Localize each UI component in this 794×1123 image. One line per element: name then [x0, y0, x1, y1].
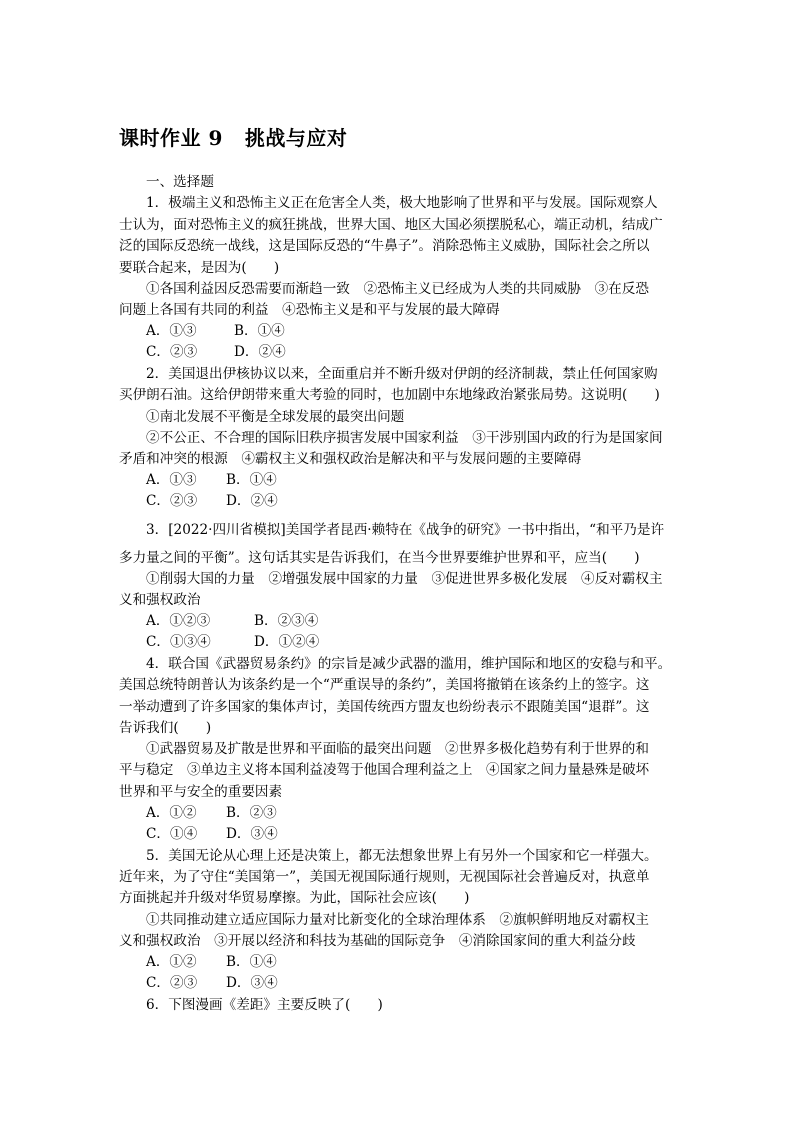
option-d: D．②④	[226, 493, 278, 509]
question-text: 6．下图漫画《差距》主要反映了( )	[146, 997, 383, 1013]
option-a: A．①③	[146, 323, 197, 339]
question-text: 1．极端主义和恐怖主义正在危害全人类，极大地影响了世界和平与发展。国际观察人	[146, 195, 658, 211]
statement-line: 问题上各国有共同的利益 ④恐怖主义是和平与发展的最大障碍	[119, 302, 500, 318]
question-text: 告诉我们( )	[119, 720, 212, 736]
option-a: A．①③	[146, 472, 197, 488]
question-text: 5．美国无论从心理上还是决策上，都无法想象世界上有另外一个国家和它一样强大。	[146, 848, 658, 864]
question-text: 士认为，面对恐怖主义的疯狂挑战，世界大国、地区大国必须摆脱私心，端正动机，结成广	[119, 217, 663, 233]
statement-line: ①武器贸易及扩散是世界和平面临的最突出问题 ②世界多极化趋势有利于世界的和	[146, 741, 649, 757]
question-text: 3．[2022·四川省模拟]美国学者昆西·赖特在《战争的研究》一书中指出，“和平乃是许	[146, 522, 665, 538]
question-text: 4．联合国《武器贸易条约》的宗旨是减少武器的滥用，维护国际和地区的安稳与和平。	[146, 656, 672, 672]
question-text: 近年来，为了守住“美国第一”，美国无视国际通行规则，无视国际社会普遍反对，执意单	[119, 869, 650, 885]
option-c: C．②③	[146, 344, 198, 360]
option-b: B．②③	[226, 805, 277, 821]
statement-line: ①各国利益因反恐需要而渐趋一致 ②恐怖主义已经成为人类的共同威胁 ③在反恐	[146, 281, 649, 297]
question-text: 2．美国退出伊核协议以来，全面重启并不断升级对伊朗的经济制裁，禁止任何国家购	[146, 366, 658, 382]
question-text: 买伊朗石油。这给伊朗带来重大考验的同时，也加剧中东地缘政治紧张局势。这说明( )	[119, 387, 660, 403]
question-text: 美国总统特朗普认为该条约是一个“严重误导的条约”，美国将撤销在该条约上的签字。这	[119, 677, 650, 693]
statement-line: 平与稳定 ③单边主义将本国利益凌驾于他国合理利益之上 ④国家之间力量悬殊是破坏	[119, 762, 650, 778]
option-d: D．③④	[226, 975, 278, 991]
option-c: C．①③④	[146, 634, 211, 650]
statement-line: ②不公正、不合理的国际旧秩序损害发展中国家利益 ③干涉别国内政的行为是国家间	[146, 430, 663, 446]
statement-line: ①共同推动建立适应国际力量对比新变化的全球治理体系 ②旗帜鲜明地反对霸权主	[146, 912, 649, 928]
statement-line: 义和强权政治	[119, 592, 201, 608]
statement-line: 义和强权政治 ③开展以经济和科技为基础的国际竞争 ④消除国家间的重大利益分歧	[119, 933, 636, 949]
option-d: D．③④	[226, 826, 278, 842]
option-c: C．②③	[146, 975, 198, 991]
title-sub: 挑战与应对	[244, 126, 348, 150]
option-b: B．①④	[234, 323, 285, 339]
option-b: B．①④	[226, 954, 277, 970]
option-b: B．①④	[226, 472, 277, 488]
question-text: 要联合起来，是因为( )	[119, 260, 280, 276]
question-text: 泛的国际反恐统一战线，这是国际反恐的“牛鼻子”。消除恐怖主义威胁，国际社会之所以	[119, 238, 650, 254]
statement-line: 矛盾和冲突的根源 ④霸权主义和强权政治是解决和平与发展问题的主要障碍	[119, 451, 582, 467]
option-d: D．①②④	[254, 634, 320, 650]
option-a: A．①②	[146, 805, 197, 821]
page-title	[119, 122, 347, 151]
section-heading: 一、选择题	[146, 174, 214, 190]
option-d: D．②④	[234, 344, 286, 360]
option-c: C．②③	[146, 493, 198, 509]
option-c: C．①④	[146, 826, 198, 842]
statement-line: 世界和平与安全的重要因素	[119, 784, 283, 800]
statement-line: ①南北发展不平衡是全球发展的最突出问题	[146, 409, 405, 425]
question-text: 一举动遭到了许多国家的集体声讨，美国传统西方盟友也纷纷表示不跟随美国“退群”。这	[119, 699, 650, 715]
option-a: A．①②	[146, 954, 197, 970]
option-a: A．①②③	[146, 613, 211, 629]
statement-line: ①削弱大国的力量 ②增强发展中国家的力量 ③促进世界多极化发展 ④反对霸权主	[146, 571, 663, 587]
question-text: 多力量之间的平衡”。这句话其实是告诉我们，在当今世界要维护世界和平，应当( )	[119, 550, 640, 566]
option-b: B．②③④	[254, 613, 319, 629]
title-main: 课时作业 9	[119, 126, 223, 150]
question-text: 方面挑起并升级对华贸易摩擦。为此，国际社会应该( )	[119, 890, 470, 906]
